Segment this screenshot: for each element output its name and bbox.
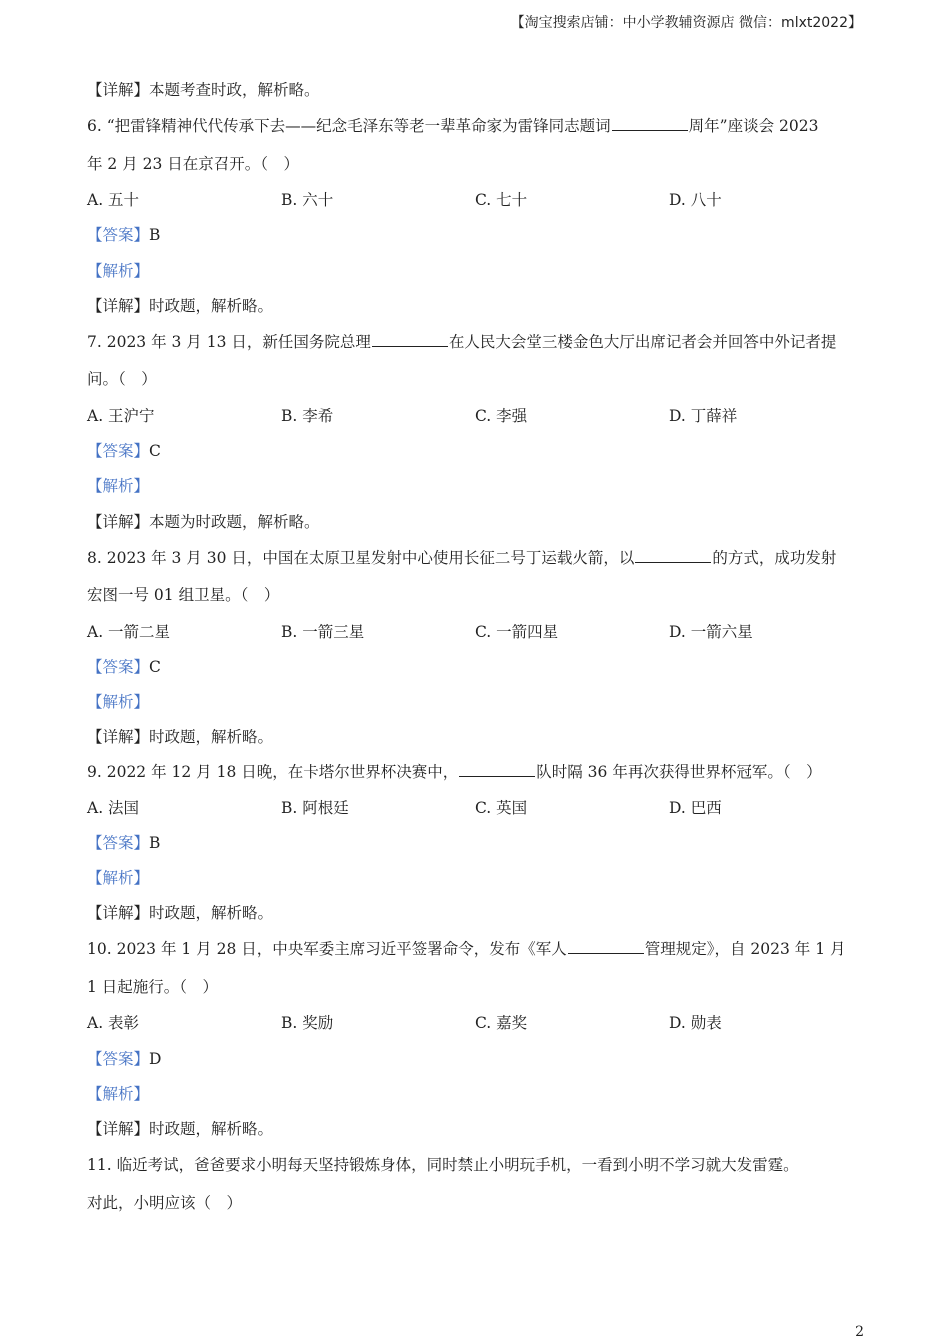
- option-a: A. 王沪宁: [87, 406, 155, 425]
- option-d: D. 一箭六星: [669, 622, 753, 641]
- question-7: [87, 324, 865, 540]
- question-8: [87, 540, 865, 756]
- option-c: C. 李强: [475, 406, 528, 425]
- detail-line: 【详解】本题为时政题，解析略。: [87, 512, 320, 531]
- answer-label: 【答案】: [87, 657, 150, 676]
- option-c: C. 一箭四星: [475, 622, 559, 641]
- answer-value: B: [149, 833, 161, 852]
- answer-value: C: [149, 442, 161, 461]
- option-d: D. 八十: [669, 191, 722, 210]
- detail-line: 【详解】时政题，解析略。: [87, 296, 274, 315]
- detail-line: 【详解】时政题，解析略。: [87, 1119, 274, 1138]
- option-c: C. 七十: [475, 191, 528, 210]
- question-stem-line: 11. 临近考试，爸爸要求小明每天坚持锻炼身体，同时禁止小明玩手机，一看到小明不学习就大发雷霆。: [87, 1156, 799, 1175]
- option-a: A. 五十: [87, 191, 140, 210]
- page-number: 2: [855, 1324, 864, 1340]
- option-d: D. 丁薛祥: [669, 406, 738, 425]
- analysis-line: [87, 685, 865, 720]
- answer-value: D: [149, 1049, 162, 1068]
- answer-line: [87, 1042, 865, 1077]
- option-b: B. 一箭三星: [281, 622, 365, 641]
- options-row: [87, 183, 865, 218]
- answer-blank: [635, 548, 711, 563]
- option-d: D. 巴西: [669, 798, 722, 817]
- question-9: [87, 755, 865, 931]
- analysis-label: 【解析】: [87, 477, 150, 496]
- answer-line: [87, 826, 865, 861]
- question-stem-line: 1 日起施行。（ ）: [87, 977, 219, 996]
- answer-value: B: [149, 226, 161, 245]
- question-stem-line: 7. 2023 年 3 月 13 日，新任国务院总理 在人民大会堂三楼金色大厅出席记者会并回答中外记者提: [87, 332, 837, 351]
- options-row: [87, 399, 865, 434]
- question-stem-line: 9. 2022 年 12 月 18 日晚，在卡塔尔世界杯决赛中， 队时隔 36 年再次获得世界杯冠军。（ ）: [87, 763, 822, 782]
- question-stem-line: 10. 2023 年 1 月 28 日，中央军委主席习近平签署命令，发布《军人 管理规定》，自 2023 年 1 月: [87, 940, 846, 959]
- option-b: B. 李希: [281, 406, 334, 425]
- answer-blank: [372, 332, 448, 347]
- option-a: A. 一箭二星: [87, 622, 171, 641]
- option-b: B. 奖励: [281, 1014, 334, 1033]
- answer-line: [87, 434, 865, 469]
- option-b: B. 六十: [281, 191, 334, 210]
- option-a: A. 表彰: [87, 1014, 140, 1033]
- question-stem-line: 8. 2023 年 3 月 30 日，中国在太原卫星发射中心使用长征二号丁运载火箭，以 的方式，成功发射: [87, 548, 837, 567]
- answer-line: [87, 218, 865, 253]
- question-stem-line: 宏图一号 01 组卫星。（ ）: [87, 586, 280, 605]
- intro-detail: 【详解】本题考查时政，解析略。: [87, 81, 320, 99]
- analysis-label: 【解析】: [87, 693, 150, 712]
- answer-blank: [612, 116, 688, 131]
- options-row: [87, 1006, 865, 1041]
- question-stem-line: 对此，小明应该（ ）: [87, 1193, 243, 1212]
- question-stem-line: 年 2 月 23 日在京召开。（ ）: [87, 154, 300, 173]
- analysis-label: 【解析】: [87, 261, 150, 280]
- option-b: B. 阿根廷: [281, 798, 349, 817]
- question-6: [87, 108, 865, 324]
- option-d: D. 勋表: [669, 1014, 722, 1033]
- answer-label: 【答案】: [87, 1049, 150, 1068]
- analysis-line: [87, 469, 865, 504]
- answer-label: 【答案】: [87, 226, 150, 245]
- question-10: [87, 931, 865, 1147]
- question-11: [87, 1147, 865, 1222]
- option-c: C. 嘉奖: [475, 1014, 528, 1033]
- detail-line: 【详解】时政题，解析略。: [87, 904, 274, 923]
- answer-label: 【答案】: [87, 442, 150, 461]
- option-c: C. 英国: [475, 798, 528, 817]
- question-stem-line: 问。（ ）: [87, 370, 157, 389]
- analysis-line: [87, 861, 865, 896]
- answer-blank: [459, 762, 535, 777]
- question-stem-line: 6. “把雷锋精神代代传承下去——纪念毛泽东等老一辈革命家为雷锋同志题词 周年”座谈会 2023: [87, 117, 819, 136]
- answer-blank: [568, 939, 644, 954]
- answer-label: 【答案】: [87, 833, 150, 852]
- analysis-label: 【解析】: [87, 1084, 150, 1103]
- option-a: A. 法国: [87, 798, 140, 817]
- answer-value: C: [149, 657, 161, 676]
- page-header: 【淘宝搜索店铺：中小学教辅资源店 微信：mlxt2022】: [510, 15, 862, 31]
- answer-line: [87, 650, 865, 685]
- options-row: [87, 615, 865, 650]
- analysis-line: [87, 254, 865, 289]
- analysis-label: 【解析】: [87, 869, 150, 887]
- analysis-line: [87, 1077, 865, 1112]
- options-row: [87, 791, 865, 826]
- document-body: [87, 73, 865, 1222]
- detail-line: 【详解】时政题，解析略。: [87, 728, 274, 747]
